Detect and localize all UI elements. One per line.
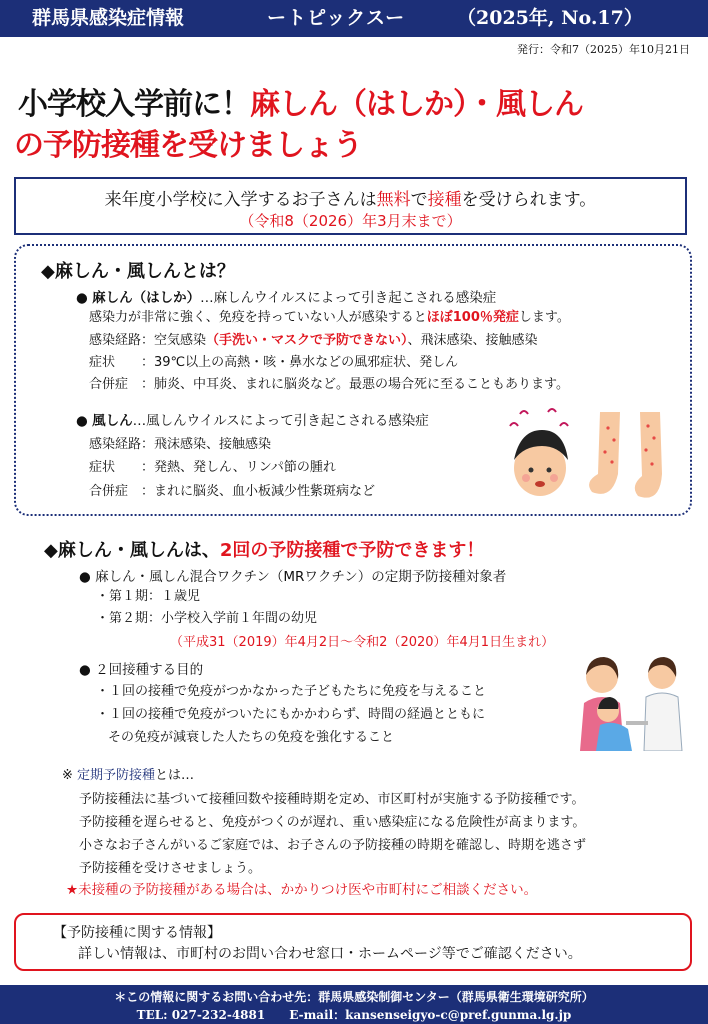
note-line3: 小さなお子さんがいるご家庭では、お子さんの予防接種の時期を確認し、時期を逃さず: [79, 838, 587, 853]
phase2: ・第２期：小学校入学前１年間の幼児: [96, 611, 318, 626]
purpose2: ・１回の接種で免疫がついたにもかかわらず、時間の経過とともに: [96, 707, 485, 722]
footer-bar: [0, 985, 708, 1024]
nurse-icon: [626, 657, 682, 751]
consult-warning: ★未接種の予防接種がある場合は、かかりつけ医や市町村にご相談ください。: [66, 882, 538, 898]
headline-part1: 小学校入学前に！: [18, 87, 250, 122]
phase1: ・第１期：１歳児: [96, 589, 201, 604]
purpose-title: ● ２回接種する目的: [79, 662, 204, 678]
headline-line2: の予防接種を受けましょう: [14, 128, 362, 163]
purpose2b: その免疫が減衰した人たちの免疫を強化すること: [108, 730, 395, 745]
rubella-symptom: 症状 ：発熱、発しん、リンパ節の腫れ: [89, 460, 336, 475]
section2-heading: ◆麻しん・風しんは、2回の予防接種で予防できます！: [44, 540, 485, 561]
note-line2: 予防接種を遅らせると、免疫がつくのが遅れ、重い感染症になる危険性が高まります。: [79, 815, 586, 830]
sick-child-illustration: [500, 404, 680, 512]
child-face-icon: [514, 430, 568, 496]
measles-infectivity: 感染力が非常に強く、免疫を持っていない人が感染するとほぼ100％発症します。: [89, 310, 570, 325]
measles-title: ● 麻しん（はしか）…麻しんウイルスによって引き起こされる感染症: [76, 290, 497, 306]
headline-line1: [18, 79, 583, 123]
free-deadline: （令和8（2026）年3月末まで）: [239, 212, 462, 230]
mr-vaccine-target: ● 麻しん・風しん混合ワクチン（MRワクチン）の定期予防接種対象者: [79, 569, 507, 585]
measles-route: 感染経路：空気感染（手洗い・マスクで予防できない）、飛沫感染、接触感染: [89, 333, 538, 348]
note-heading: ※ 定期予防接種とは…: [62, 768, 195, 783]
measles-complication: 合併症 ：肺炎、中耳炎、まれに脳炎など。最悪の場合死に至ることもあります。: [89, 377, 569, 392]
measles-symptom: 症状 ：39℃以上の高熱・咳・鼻水などの風邪症状、発しん: [89, 355, 459, 370]
free-vaccination-box: [14, 177, 687, 235]
note-line4: 予防接種を受けさせましょう。: [79, 861, 262, 876]
section1-heading: ◆麻しん・風しんとは？: [41, 261, 235, 282]
rubella-complication: 合併症 ：まれに脳炎、血小板減少性紫斑病など: [89, 484, 376, 499]
vaccination-word: 接種: [427, 190, 462, 210]
note-line1: 予防接種法に基づいて接種回数や接種時期を定め、市区町村が実施する予防接種です。: [79, 792, 585, 807]
issue-date: 発行：令和7（2025）年10月21日: [517, 43, 690, 56]
dizzy-marks-icon: [510, 409, 568, 426]
rubella-route: 感染経路：飛沫感染、接触感染: [89, 437, 272, 452]
syringe-icon: [626, 721, 648, 725]
rubella-title: ● 風しん…風しんウイルスによって引き起こされる感染症: [76, 413, 429, 429]
contact-line: ＊この情報に関するお問い合わせ先：群馬県感染制御センター（群馬県衛生環境研究所）: [114, 990, 594, 1004]
free-notice-text: 来年度小学校に入学するお子さんは無料で接種を受けられます。: [104, 190, 597, 210]
info-body: 詳しい情報は、市町村のお問い合わせ窓口・ホームページ等でご確認ください。: [78, 946, 582, 962]
vaccination-illustration: [574, 655, 692, 751]
issue-number: （2025年, No.17）: [457, 7, 643, 29]
bulletin-title: 群馬県感染症情報: [32, 7, 185, 29]
info-title: 【予防接種に関する情報】: [53, 925, 221, 941]
free-word: 無料: [376, 190, 411, 210]
rash-arms-icon: [589, 412, 662, 498]
tel-email-line: TEL: 027-232-4881 E-mail：kansenseigyo-c@pref.gunma.lg.jp: [136, 1008, 572, 1022]
bulletin-topics: ートピックスー: [267, 7, 406, 29]
purpose1: ・１回の接種で免疫がつかなかった子どもたちに免疫を与えること: [96, 684, 487, 699]
headline-part2: 麻しん（はしか）・風しん: [250, 87, 583, 122]
phase2-dates: （平成31（2019）年4月2日～令和2（2020）年4月1日生まれ）: [170, 635, 555, 650]
header-bar: [0, 0, 708, 37]
